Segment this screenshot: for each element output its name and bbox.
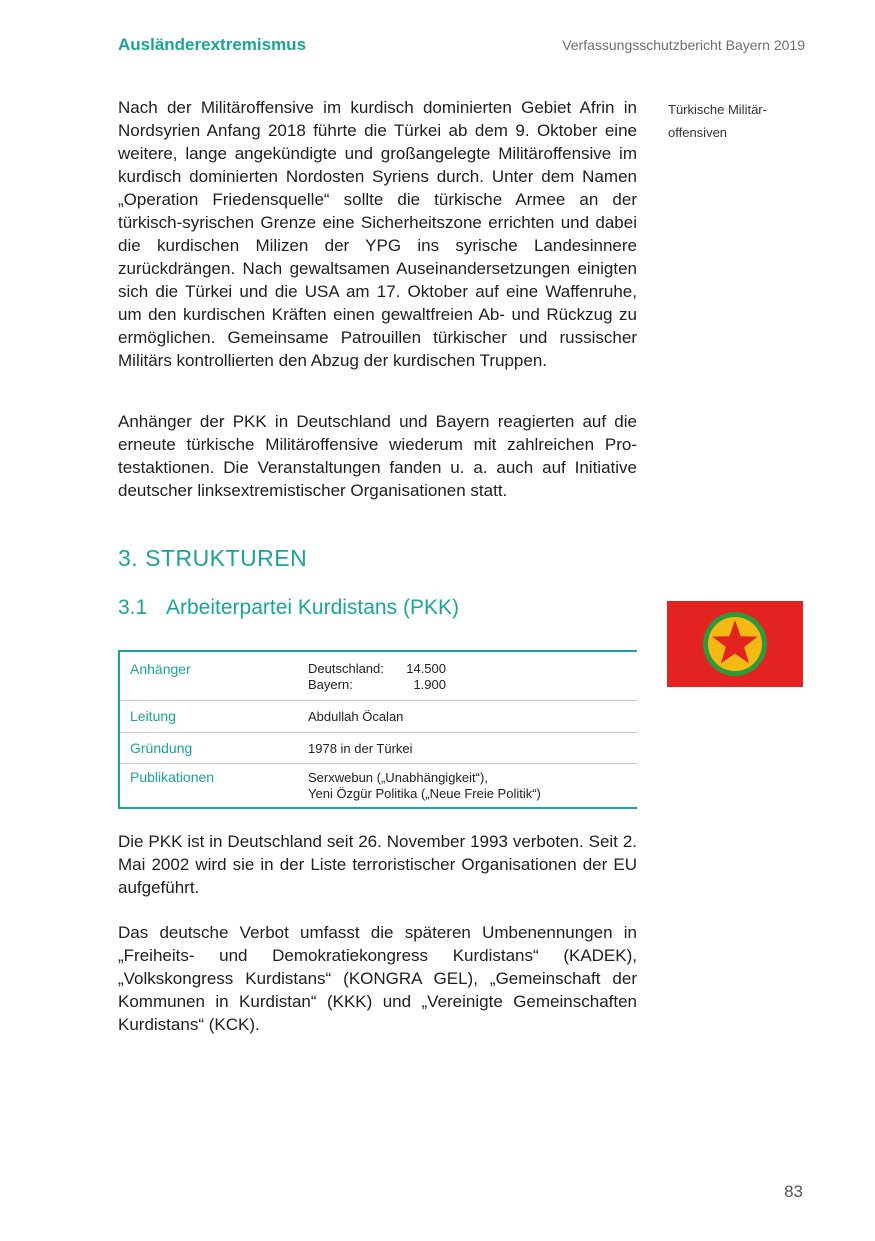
publication-item: Yeni Özgür Politika („Neue Freie Politik“): [308, 786, 541, 801]
page-number: 83: [784, 1182, 803, 1201]
header-section-title: Ausländerextremismus: [118, 35, 307, 54]
pkk-fact-box: [118, 650, 637, 809]
fact-value-anhaenger: [308, 661, 446, 693]
stat-label: Deutschland:: [308, 661, 384, 676]
publication-item: Serxwebun („Unabhängigkeit“),: [308, 770, 488, 785]
fact-row-leitung: [120, 701, 637, 733]
subsection-heading-pkk: [118, 596, 459, 620]
fact-value-publikationen: [308, 770, 541, 802]
paragraph-pkk-ban: Die PKK ist in Deutschland seit 26. November 1993 verboten. Seit 2. Mai 2002 wird sie in der Liste terroristischer Organisationen der EU aufgeführt.: [118, 832, 637, 897]
stat-value: 1.900: [413, 677, 446, 692]
fact-label-publikationen: Publikationen: [130, 769, 215, 785]
paragraph-pkk-protests: Anhänger der PKK in Deutschland und Bayern reagierten auf die erneute türkische Militäroffensive wiederum mit zahlreichen Protestaktionen. Die Veranstaltungen fanden u. a. auch auf Initiative deutscher linksextremistischer Organisationen statt.: [118, 412, 637, 500]
fact-value-gruendung: 1978 in der Türkei: [308, 741, 413, 756]
subsection-number: 3.1: [118, 596, 148, 619]
paragraph-military-offensive: Nach der Militäroffensive im kurdisch dominierten Gebiet Afrin in Nordsyrien Anfang 2018 führte die Türkei ab dem 9. Oktober eine weitere, lange angekündigte und großangelegte Militäroffensive im kurdisch dominierten Nordosten Syriens durch. Unter dem Namen „Operation Friedensquelle“ sollte die türkische Armee an der türkisch-syrischen Grenze eine Sicherheitszone errichten und dabei die kurdischen Milizen der YPG ins syrische Landesinnere zurückdrängen. Nach gewaltsamen Auseinandersetzungen einigten sich die Türkei und die USA am 17. Oktober auf eine Waffenruhe, um den kurdischen Kräften einen gewaltfreien Ab- und Rückzug zu ermöglichen. Gemeinsame Patrouillen türkischer und russischer Militärs kontrollierten den Abzug der kurdischen Truppen.: [118, 98, 637, 370]
fact-label-gruendung: Gründung: [130, 740, 193, 756]
fact-row-gruendung: [120, 733, 637, 764]
stat-bavaria: [308, 677, 446, 693]
subsection-title: Arbeiterpartei Kurdistans (PKK): [166, 596, 459, 619]
pkk-flag-emblem: [667, 601, 803, 687]
fact-row-publikationen: [120, 764, 637, 809]
stat-label: Bayern:: [308, 677, 353, 692]
stat-value: 14.500: [406, 661, 446, 676]
paragraph-renamings: Das deutsche Verbot umfasst die späteren Umbenennungen in „Freiheits- und Demokratiekongress Kurdistans“ (KADEK), „Volkskongress Kurdistans“ (KONGRA GEL), „Gemeinschaft der Kommunen in Kurdistan“ (KKK) und „Vereinigte Gemeinschaften Kurdistans“ (KCK).: [118, 923, 637, 1034]
header-publication: Verfassungsschutzbericht Bayern 2019: [562, 37, 805, 53]
section-heading-strukturen: 3. STRUKTUREN: [118, 545, 308, 571]
fact-value-leitung: Abdullah Öcalan: [308, 709, 404, 724]
pkk-flag-image: [667, 601, 803, 687]
fact-row-anhaenger: [120, 652, 637, 701]
fact-label-anhaenger: Anhänger: [130, 661, 191, 677]
fact-label-leitung: Leitung: [130, 708, 176, 724]
margin-note: Türkische Militär- offensiven: [668, 102, 767, 140]
stat-germany: [308, 661, 446, 677]
